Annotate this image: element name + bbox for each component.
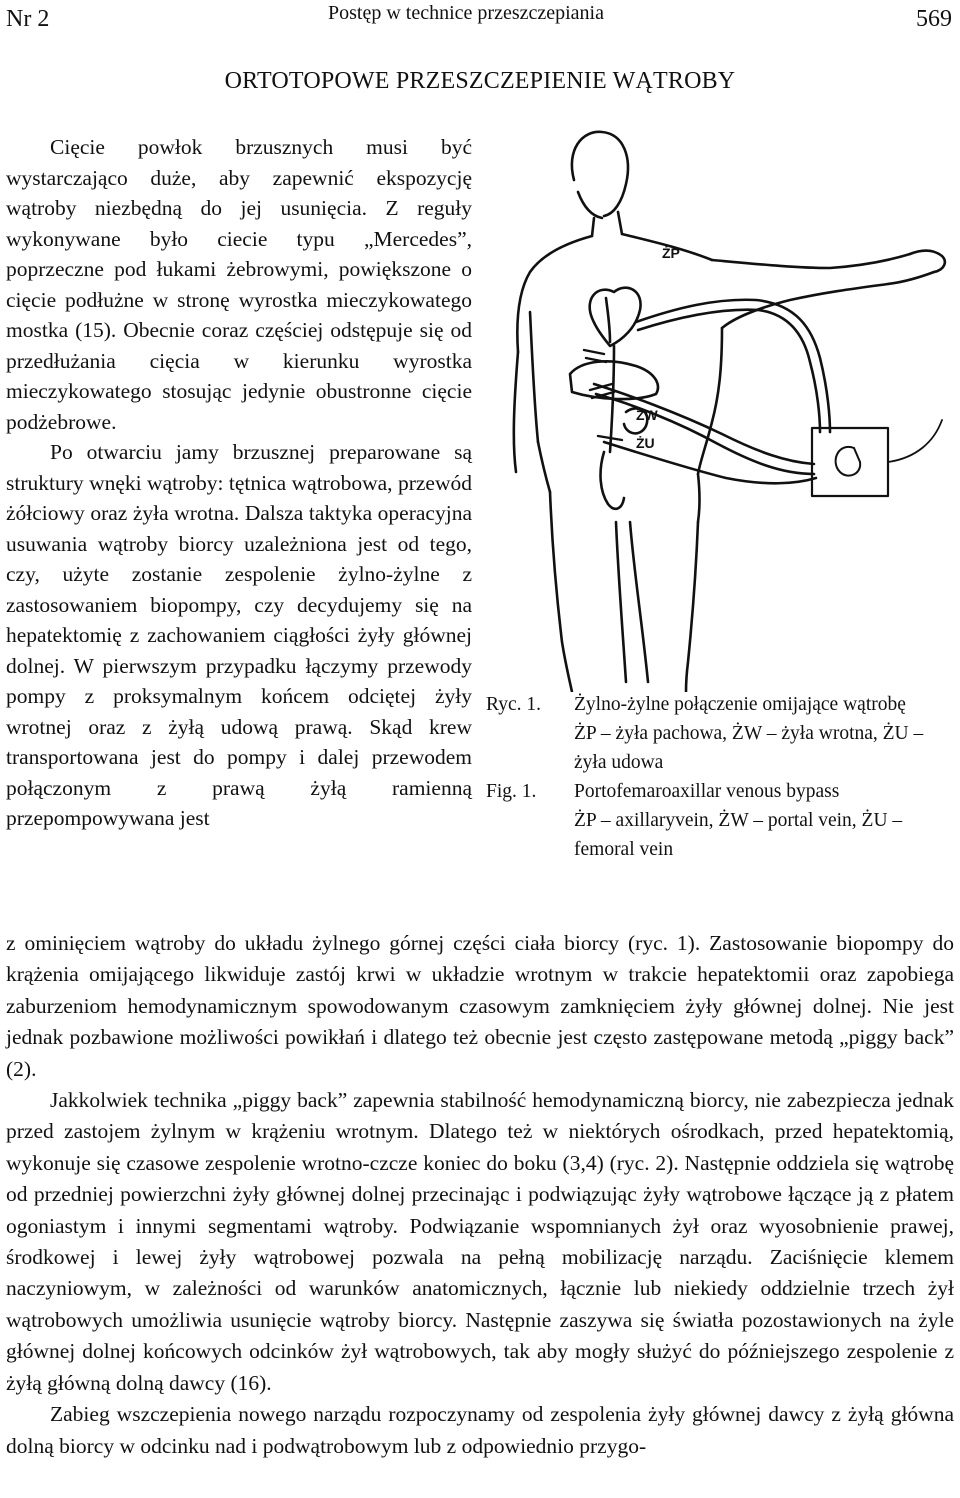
paragraph-hilum: Po otwarciu jamy brzusznej preparowane są struktury wnęki wątroby: tętnica wątrobowa, przewód żółciowy oraz żyła wrotna. Dalsza taktyka operacyjna usuwania wątroby biorcy uzależniona jest od tego, czy, użyte zostanie zespolenie żylno-żylne z zastosowaniem biopompy, czy decydujemy się na hepatektomię z zachowaniem ciągłości żyły głównej dolnej. W pierwszym przypadku łączymy przewody pompy z proksymalnym końcem odciętej żyły wrotnej oraz z żyłą udową prawą. Skąd krew transportowana jest do pompy i dalej przewodem połączonym z prawą żyłą ramienną przepompowywana jest (6, 440, 472, 830)
caption-legend-pl: ŻP – żyła pachowa, ŻW – żyła wrotna, ŻU – żyła udowa (574, 723, 924, 773)
figure-leg (550, 492, 572, 692)
pump-box (812, 428, 888, 496)
figure-arm (712, 254, 910, 268)
label-zw: ŻW (636, 407, 658, 423)
figure-caption (486, 690, 956, 864)
bypass-figure (486, 122, 958, 692)
heart-sketch (590, 288, 641, 346)
issue-number: Nr 2 (6, 6, 50, 32)
page-header (0, 0, 960, 40)
full-width-text (6, 928, 954, 1462)
caption-label-pl: Ryc. 1. (486, 694, 542, 715)
caption-title-pl: Żylno-żylne połączenie omijające wątrobę (574, 694, 906, 715)
caption-legend-en: ŻP – axillaryvein, ŻW – portal vein, ŻU – femoral vein (574, 810, 903, 860)
caption-title-en: Portofemaroaxillar venous bypass (574, 781, 840, 802)
pump-symbol (836, 447, 861, 476)
paragraph-incision: Cięcie powłok brzusznych musi być wystarczająco duże, aby zapewnić ekspozycję wątroby niezbędną do jej usunięcia. Z reguły wykonywane było ciecie typu „Mercedes”, poprzeczne pod łukami żebrowymi, powiększone o cięcie podłużne w stronę wyrostka mieczykowatego mostka (15). Obecnie coraz częściej odstępuje się od przedłużania cięcia w kierunku wyrostka mieczykowatego stosując jedynie obustronne cięcie podżebrowe. (6, 135, 472, 434)
clamp-axillary (584, 350, 606, 362)
paragraph-implant: Zabieg wszczepienia nowego narządu rozpoczynamy od zespolenia żyły głównej dawcy z żyłą główna dolną biorcy w odcinku nad i podwątrobowym lub z odpowiednio przygo- (6, 1402, 954, 1458)
left-column (6, 132, 472, 834)
paragraph-piggyback: Jakkolwiek technika „piggy back” zapewnia stabilność hemodynamiczną biorcy, nie zabezpiecza jednak przed zastojem żylnym w krążeniu wrotnym. Dlatego też w niektórych ośrodkach, przed hepatektomią, wykonuje się czasowe zespolenie wrotno-czcze koniec do boku (3,4) (ryc. 2). Następnie oddziela się wątrobę od przedniej powierzchni żyły głównej dolnej przecinając i podwiązując żyły wątrobowe łączące ją z płatem ogoniastym i innymi segmentami wątroby. Podwiązanie wspomnianych żył oraz wyosobnienie prawej, środkowej i lewej żyły wątrobowej pozwala na pełną mobilizację narządu. Zaciśnięcie klemem naczyniowym, w zależności od warunków anatomicznych, łącznie lub niekiedy oddzielnie trzech żył wątrobowych umożliwia usunięcie wątroby biorcy. Następnie zaszywa się światła pozostawionych na żyle głównej dolnej końcowych odcinków żył wątrobowych, tak aby mogły służyć do późniejszego zespolenie z żyłą główną dolną dawcy (16). (6, 1088, 954, 1395)
figure-head (572, 132, 628, 216)
running-title: Postęp w technice przeszczepiania (328, 2, 604, 24)
label-zp: ŻP (662, 245, 680, 261)
paragraph-bypass: z ominięciem wątroby do układu żylnego górnej części ciała biorcy (ryc. 1). Zastosowanie biopompy do krążenia omijającego likwiduje zastój krwi w układzie wrotnym w trakcie hepatektomii oraz zapobiega zaburzeniom hemodynamicznym spowodowanym czasowym zamknięciem żyły głównej dolnej. Nie jest jednak pozbawione możliwości powikłań i dlatego też obecnie jest często zastępowane metodą „piggy back” (2). (6, 931, 954, 1081)
section-title: ORTOTOPOWE PRZESZCZEPIENIE WĄTROBY (224, 68, 736, 94)
page-number: 569 (916, 6, 952, 32)
figure-torso (517, 236, 592, 352)
label-zu: ŻU (636, 435, 655, 451)
caption-label-en: Fig. 1. (486, 781, 537, 802)
